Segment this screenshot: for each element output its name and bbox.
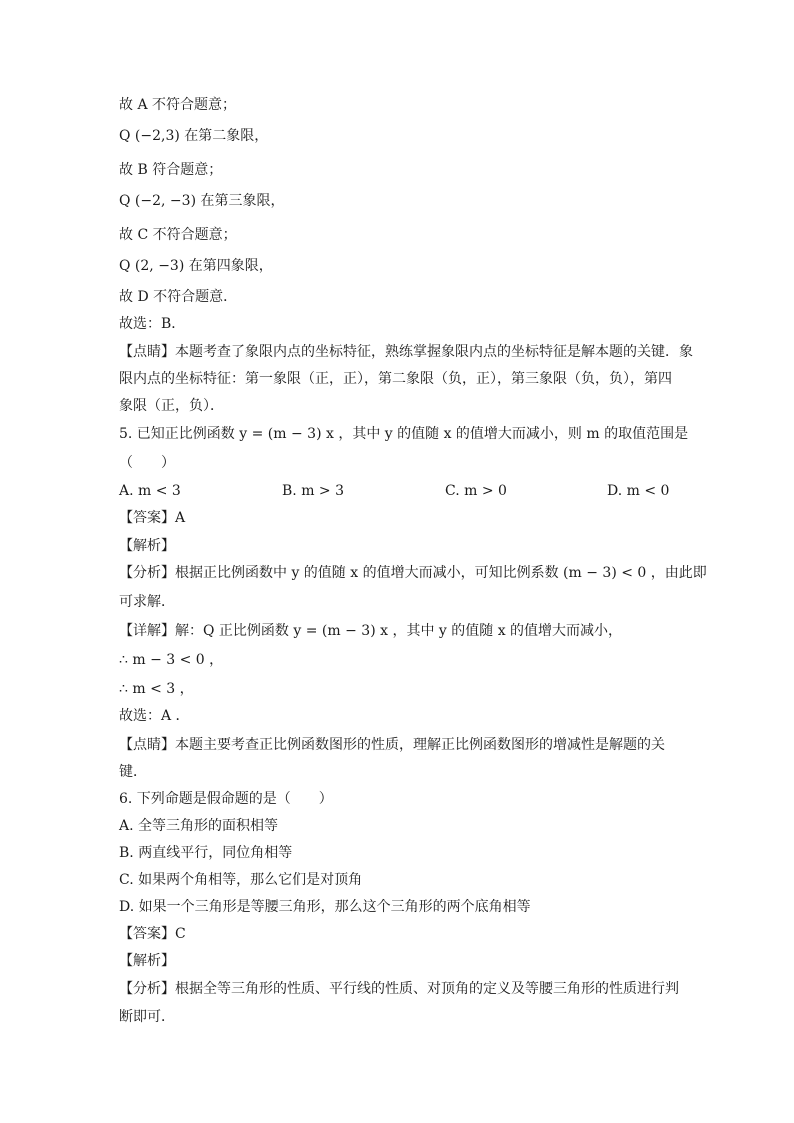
detail-line: ∴ m − 3 < 0 ，	[119, 652, 224, 668]
analysis-line: 【分析】根据全等三角形的性质、平行线的性质、对顶角的定义及等腰三角形的性质进行判	[119, 981, 679, 997]
detail-line: 【详解】解：Q 正比例函数 y = (m − 3) x ，其中 y 的值随 x 的值增大而减小，	[119, 623, 623, 639]
option-c: C. m > 0	[445, 483, 507, 499]
text-line: Q (−2, −3) 在第三象限，	[119, 193, 285, 209]
text-line: 故 C 不符合题意；	[119, 227, 237, 243]
option-b: B. m > 3	[282, 483, 345, 499]
option-a: A. m < 3	[119, 483, 181, 499]
analysis-line: 断即可．	[119, 1009, 175, 1025]
text-line: Q (2, −3) 在第四象限，	[119, 258, 273, 274]
comment-line: 限内点的坐标特征：第一象限（正，正），第二象限（负，正），第三象限（负，负），第四	[119, 371, 672, 387]
comment-line: 象限（正，负）．	[119, 398, 224, 414]
option-c: C. 如果两个角相等，那么它们是对顶角	[119, 872, 363, 888]
detail-line: 故选：A ．	[119, 708, 190, 724]
text-line: 故 D 不符合题意．	[119, 289, 238, 305]
question-5-stem: 5. 已知正比例函数 y = (m − 3) x ，其中 y 的值随 x 的值增大而减小，则 m 的取值范围是	[119, 426, 689, 442]
analysis-heading: 【解析】	[119, 538, 175, 554]
option-a: A. 全等三角形的面积相等	[119, 818, 279, 834]
comment-line: 【点睛】本题主要考查正比例函数图形的性质，理解正比例函数图形的增减性是解题的关	[119, 737, 665, 753]
text-line: 故 B 符合题意；	[119, 162, 223, 178]
answer-line: 【答案】A	[119, 510, 186, 526]
text-line: 故选：B．	[119, 316, 186, 332]
analysis-line: 【分析】根据正比例函数中 y 的值随 x 的值增大而减小，可知比例系数 (m − 3) < 0 ，由此即	[119, 565, 707, 581]
option-d: D. m < 0	[607, 483, 670, 499]
comment-line: 【点睛】本题考查了象限内点的坐标特征，熟练掌握象限内点的坐标特征是解本题的关键．象	[119, 344, 693, 360]
analysis-line: 可求解．	[119, 594, 175, 610]
question-5-blank: （ ）	[119, 455, 175, 471]
text-line: 故 A 不符合题意；	[119, 97, 237, 113]
text-line: Q (−2,3) 在第二象限，	[119, 128, 269, 144]
answer-line: 【答案】C	[119, 926, 186, 942]
analysis-heading: 【解析】	[119, 953, 175, 969]
detail-line: ∴ m < 3 ，	[119, 681, 194, 697]
question-6-stem: 6. 下列命题是假命题的是（ ）	[119, 791, 333, 807]
comment-line: 键．	[119, 764, 147, 780]
option-b: B. 两直线平行，同位角相等	[119, 845, 293, 861]
option-d: D. 如果一个三角形是等腰三角形，那么这个三角形的两个底角相等	[119, 899, 531, 915]
